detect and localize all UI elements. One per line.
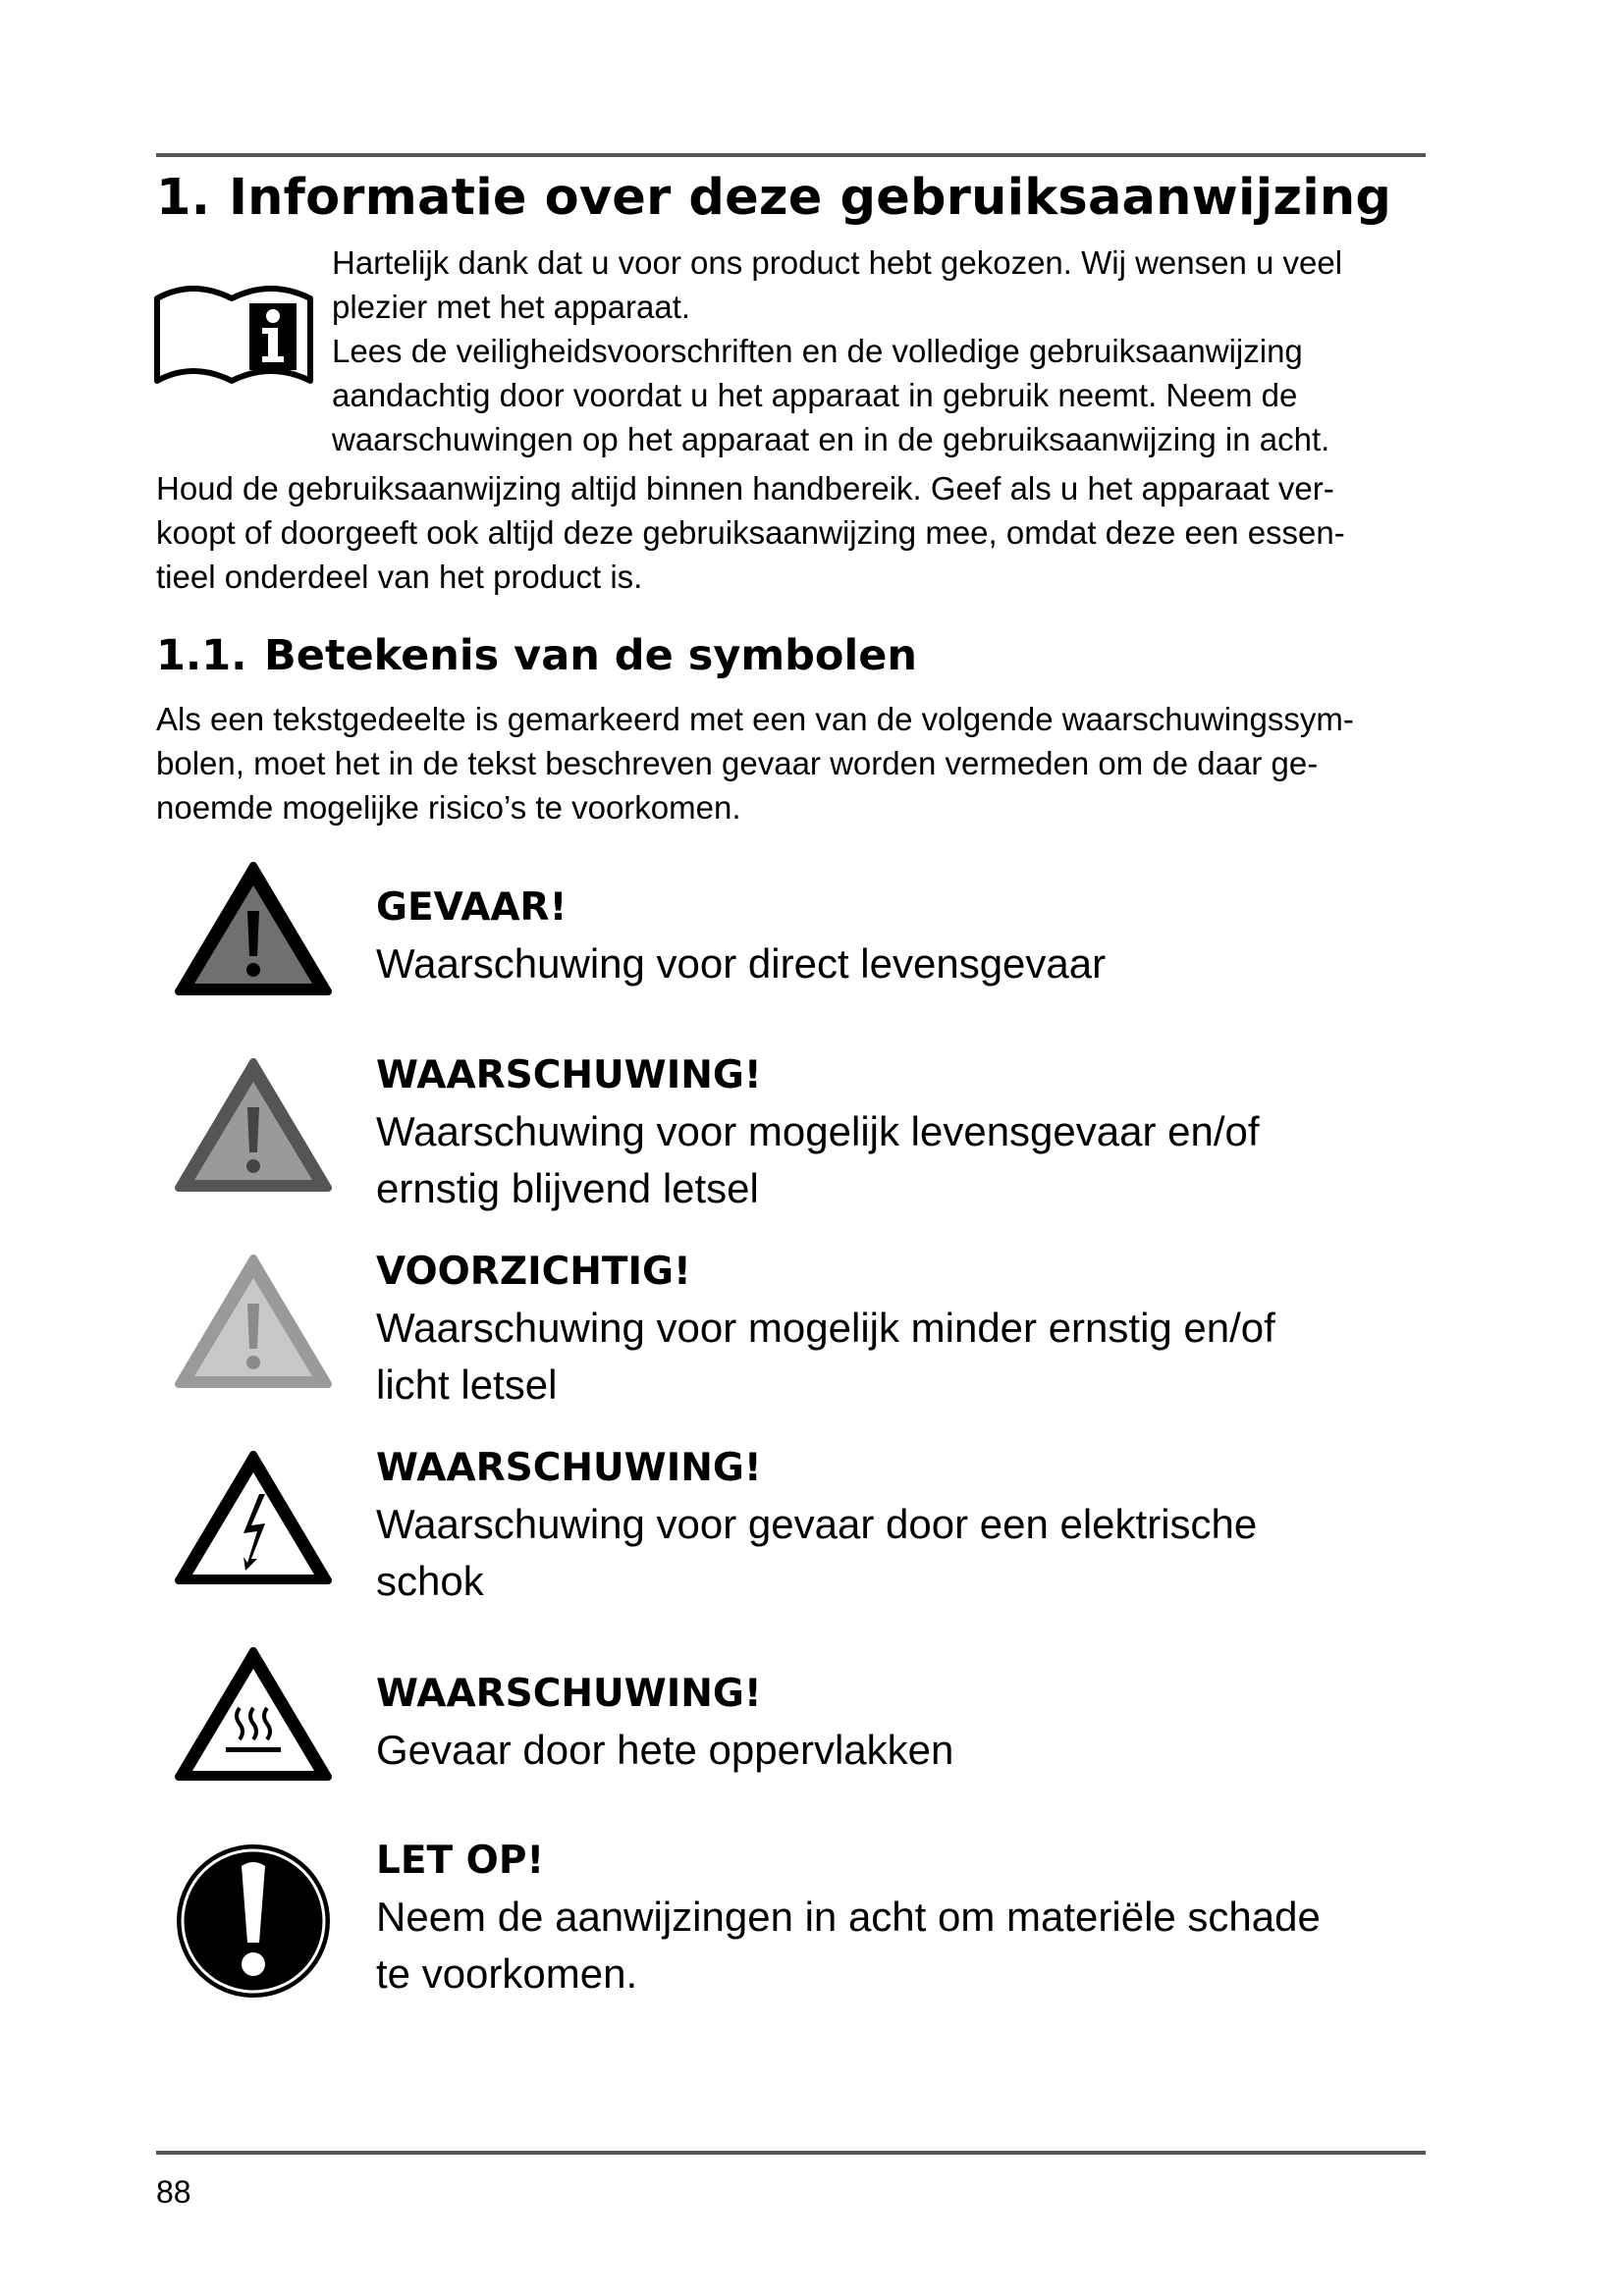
subsection-title: Betekenis van de symbolen	[264, 631, 917, 680]
paragraph-line: bolen, moet het in de tekst beschreven gevaar worden vermeden om de daar ge-	[156, 745, 1319, 781]
symbol-description	[376, 1300, 1436, 1414]
intro-text	[332, 240, 1432, 461]
symbol-description	[376, 1889, 1436, 2002]
handbook-paragraph	[156, 466, 1433, 599]
description-line: licht letsel	[376, 1362, 558, 1408]
description-line: Waarschuwing voor mogelijk levensgevaar en/of	[376, 1108, 1260, 1154]
paragraph-line: tieel onderdeel van het product is.	[156, 559, 643, 595]
description-line: Waarschuwing voor gevaar door een elektrische	[376, 1501, 1258, 1547]
symbol-description	[376, 935, 1436, 992]
section-heading	[156, 163, 1391, 234]
symbol-description	[376, 1496, 1436, 1610]
intro-line: Hartelijk dank dat u voor ons product hebt gekozen. Wij wensen u veel	[332, 244, 1343, 281]
symbol-title: GEVAAR!	[376, 885, 568, 930]
intro-line: waarschuwingen op het apparaat en in de gebruiksaanwijzing in acht.	[332, 421, 1330, 457]
page-number: 88	[156, 2174, 191, 2210]
electric-shock-icon	[173, 1449, 334, 1588]
symbol-description	[376, 1103, 1436, 1217]
subsection-heading	[156, 626, 917, 685]
symbol-title: WAARSCHUWING!	[376, 1446, 762, 1490]
symbol-entry-caution	[376, 1245, 1436, 1414]
description-line: ernstig blijvend letsel	[376, 1165, 759, 1211]
paragraph-line: Als een tekstgedeelte is gemarkeerd met een van de volgende waarschuwingssym-	[156, 701, 1354, 737]
hot-surface-icon	[173, 1645, 334, 1785]
description-line: Waarschuwing voor mogelijk minder ernstig en/of	[376, 1305, 1275, 1351]
section-number: 1.	[156, 169, 211, 227]
bottom-rule	[156, 2151, 1426, 2155]
symbol-entry-hot-surface	[376, 1667, 1436, 1779]
symbol-entry-electric	[376, 1441, 1436, 1610]
symbol-title: VOORZICHTIG!	[376, 1250, 691, 1294]
caution-triangle-icon	[173, 1253, 334, 1392]
subsection-number: 1.1.	[156, 631, 247, 680]
description-line: te voorkomen.	[376, 1950, 638, 1997]
paragraph-line: noemde mogelijke risico’s te voorkomen.	[156, 789, 741, 826]
paragraph-line: koopt of doorgeeft ook altijd deze gebruiksaanwijzing mee, omdat deze een essen-	[156, 514, 1345, 551]
symbol-title: WAARSCHUWING!	[376, 1053, 762, 1097]
symbol-description	[376, 1722, 1436, 1779]
intro-line: aandachtig door voordat u het apparaat in gebruik neemt. Neem de	[332, 377, 1298, 413]
section-title: Informatie over deze gebruiksaanwijzing	[229, 169, 1392, 227]
top-rule	[156, 153, 1426, 157]
manual-info-icon	[153, 271, 314, 395]
intro-line: plezier met het apparaat.	[332, 289, 691, 325]
description-line: Waarschuwing voor direct levensgevaar	[376, 940, 1107, 987]
warning-triangle-icon	[173, 1056, 334, 1196]
description-line: Gevaar door hete oppervlakken	[376, 1727, 954, 1773]
intro-line: Lees de veiligheidsvoorschriften en de volledige gebruiksaanwijzing	[332, 333, 1303, 369]
symbol-entry-warning	[376, 1048, 1436, 1217]
symbol-title: LET OP!	[376, 1839, 545, 1883]
paragraph-line: Houd de gebruiksaanwijzing altijd binnen handbereik. Geef als u het apparaat ver-	[156, 470, 1334, 507]
symbol-entry-danger	[376, 881, 1436, 992]
symbol-title: WAARSCHUWING!	[376, 1672, 762, 1716]
description-line: Neem de aanwijzingen in acht om materiële schade	[376, 1894, 1321, 1940]
symbol-entry-notice	[376, 1834, 1436, 2002]
notice-exclamation-icon	[173, 1841, 334, 2002]
symbols-paragraph	[156, 697, 1433, 829]
danger-triangle-icon	[173, 860, 334, 999]
description-line: schok	[376, 1558, 484, 1604]
